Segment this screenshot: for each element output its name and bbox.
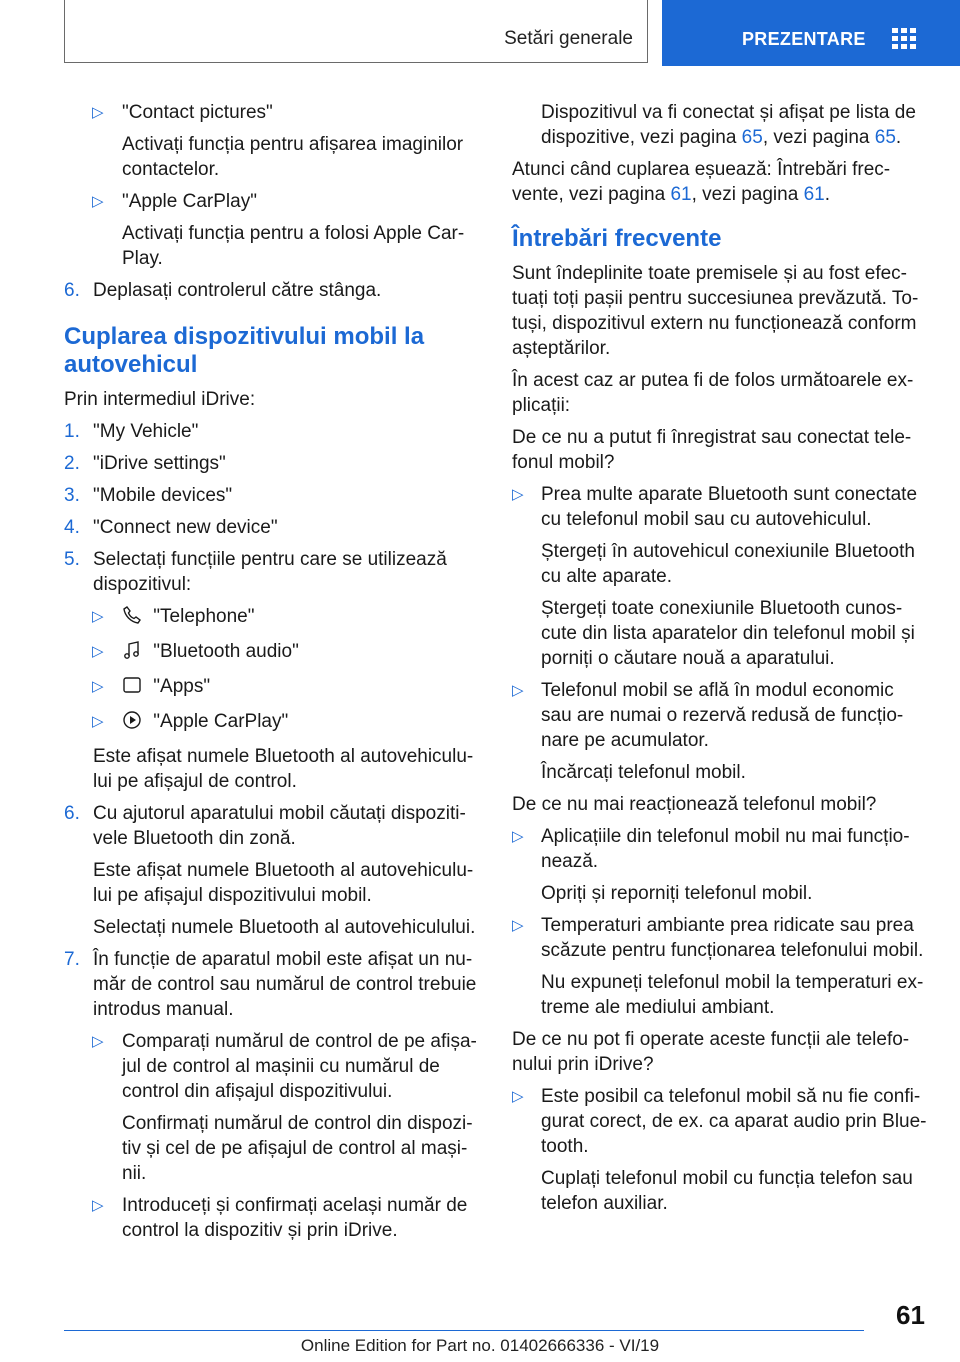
triangle-bullet-icon: ▷ xyxy=(92,1197,104,1214)
text-line: control la dispozitiv și prin iDrive. xyxy=(122,1220,398,1241)
text-fragment: vente, vezi pagina xyxy=(512,184,671,205)
step-3 xyxy=(64,483,482,508)
section-heading-faq: Întrebări frecvente xyxy=(512,225,722,252)
step-1 xyxy=(64,419,482,444)
option-label: "Apps" xyxy=(153,676,211,697)
step-text: introdus manual. xyxy=(93,999,234,1020)
text-line: Atunci când cuplarea eșuează: Întrebări frec- xyxy=(512,159,891,180)
q2-bullet-note xyxy=(512,970,930,1020)
text-line: lui pe afișajul de control. xyxy=(93,771,297,792)
triangle-bullet-icon: ▷ xyxy=(92,713,104,730)
step-number: 7. xyxy=(64,949,80,970)
step-4 xyxy=(64,515,482,540)
text-line: Temperaturi ambiante prea ridicate sau prea xyxy=(541,915,914,936)
left-column xyxy=(64,100,482,1250)
text-line: porniți o căutare nouă a aparatului. xyxy=(541,648,835,669)
step-7-bullet-note xyxy=(64,1111,482,1186)
bullet-note xyxy=(64,132,482,182)
question-1 xyxy=(512,425,930,475)
text-line: nează. xyxy=(541,851,599,872)
question-2: De ce nu mai reacționează telefonul mobil? xyxy=(512,794,877,815)
step-7 xyxy=(64,947,482,1022)
text-line: fonul mobil? xyxy=(512,452,615,473)
text-line: Ștergeți toate conexiunile Bluetooth cunos- xyxy=(541,598,903,619)
phone-icon xyxy=(122,605,148,632)
faq-intro xyxy=(512,261,930,361)
step-number: 5. xyxy=(64,549,80,570)
page-link[interactable]: 61 xyxy=(803,184,825,205)
intro-text: Prin intermediul iDrive: xyxy=(64,389,256,410)
pairing-failed-note xyxy=(512,157,930,207)
text-line: Play. xyxy=(122,248,163,269)
step-text: În funcție de aparatul mobil este afișat un nu- xyxy=(93,949,473,970)
triangle-bullet-icon: ▷ xyxy=(512,486,524,503)
text-line: De ce nu a putut fi înregistrat sau conectat tele- xyxy=(512,427,912,448)
step-number: 1. xyxy=(64,421,80,442)
page-link[interactable]: 61 xyxy=(670,184,692,205)
header-section-title: Setări generale xyxy=(504,28,633,49)
page-number: 61 xyxy=(896,1300,925,1330)
option-label: "Apple CarPlay" xyxy=(153,711,289,732)
text-line: Activați funcția pentru afișarea imaginilor xyxy=(122,134,464,155)
text-line: scăzute pentru funcționarea telefonului mobil. xyxy=(541,940,924,961)
text-line: Telefonul mobil se află în modul economic xyxy=(541,680,894,701)
text-line: În acest caz ar putea fi de folos următoarele ex- xyxy=(512,370,914,391)
text-fragment: . xyxy=(895,127,902,148)
option-apps xyxy=(64,674,482,702)
question-3 xyxy=(512,1027,930,1077)
triangle-bullet-icon: ▷ xyxy=(92,643,104,660)
step-text: "Connect new device" xyxy=(93,517,278,538)
heading-line: Cuplarea dispozitivului mobil la xyxy=(64,323,425,350)
text-line: Dispozitivul va fi conectat și afișat pe lista de xyxy=(541,102,916,123)
grid-menu-icon[interactable] xyxy=(892,28,916,50)
right-column xyxy=(512,100,930,1223)
triangle-bullet-icon: ▷ xyxy=(512,1088,524,1105)
option-bluetooth-audio xyxy=(64,639,482,667)
triangle-bullet-icon: ▷ xyxy=(92,104,104,121)
text-fragment: . xyxy=(824,184,830,205)
text-fragment: dispozitive, vezi pagina xyxy=(541,127,742,148)
step-5 xyxy=(64,547,482,597)
text-line: Prea multe aparate Bluetooth sunt conectate xyxy=(541,484,918,505)
step-number: 6. xyxy=(64,803,80,824)
step-text: dispozitivul: xyxy=(93,574,192,595)
page-header xyxy=(0,0,960,66)
triangle-bullet-icon: ▷ xyxy=(92,678,104,695)
text-line: Nu expuneți telefonul mobil la temperaturi ex- xyxy=(541,972,924,993)
text-line: cute din lista aparatelor din telefonul mobil și xyxy=(541,623,915,644)
bullet-apple-carplay xyxy=(64,189,482,214)
faq-intro-2 xyxy=(512,368,930,418)
text-line: plicații: xyxy=(512,395,571,416)
footer-divider xyxy=(64,1330,864,1331)
text-line: Introduceți și confirmați același număr de xyxy=(122,1195,468,1216)
step-text: Selectați funcțiile pentru care se utilizează xyxy=(93,549,447,570)
text-line: așteptărilor. xyxy=(512,338,611,359)
step-number: 4. xyxy=(64,517,80,538)
text-line: jul de control al mașinii cu numărul de xyxy=(122,1056,440,1077)
text-line: control din afișajul dispozitivului. xyxy=(122,1081,393,1102)
q3-bullet-note xyxy=(512,1166,930,1216)
q1-bullet-note: Încărcați telefonul mobil. xyxy=(541,762,746,783)
step-number: 2. xyxy=(64,453,80,474)
text-line: tuși, dispozitivul extern nu funcționează conform xyxy=(512,313,917,334)
text-line: Cuplați telefonul mobil cu funcția telefon sau xyxy=(541,1168,913,1189)
step-7-bullet-enter xyxy=(64,1193,482,1243)
text-line xyxy=(541,125,930,150)
triangle-bullet-icon: ▷ xyxy=(92,193,104,210)
text-line: sau are numai o rezervă redusă de funcțio- xyxy=(541,705,904,726)
q1-bullet-economy xyxy=(512,678,930,753)
step-text: "iDrive settings" xyxy=(93,453,226,474)
text-fragment: , vezi pagina xyxy=(762,127,875,148)
option-label: "Telephone" xyxy=(153,606,255,627)
bullet-title: "Apple CarPlay" xyxy=(122,191,257,212)
text-line: cu alte aparate. xyxy=(541,566,672,587)
text-line: gurat corect, de ex. ca aparat audio prin Blue- xyxy=(541,1111,927,1132)
q1-bullet-too-many xyxy=(512,482,930,532)
text-line: nare pe acumulator. xyxy=(541,730,709,751)
step-number: 6. xyxy=(64,280,80,301)
text-line: Ștergeți în autovehicul conexiunile Bluetooth xyxy=(541,541,915,562)
page-link[interactable]: 65 xyxy=(874,127,896,148)
step-text: măr de control sau numărul de control trebuie xyxy=(93,974,477,995)
text-line: Comparați numărul de control de pe afișa- xyxy=(122,1031,477,1052)
triangle-bullet-icon: ▷ xyxy=(92,1033,104,1050)
step-6-note: Selectați numele Bluetooth al autovehiculului. xyxy=(93,917,476,938)
q2-bullet-apps xyxy=(512,824,930,874)
option-label: "Bluetooth audio" xyxy=(153,641,299,662)
apps-icon xyxy=(122,675,148,702)
header-tab-label: PREZENTARE xyxy=(742,29,866,49)
step-5-note xyxy=(64,744,482,794)
connected-note xyxy=(512,100,930,150)
step-text: Deplasați controlerul către stânga. xyxy=(93,280,382,301)
q1-bullet-note xyxy=(512,596,930,671)
text-line: cu telefonul mobil sau cu autovehiculul. xyxy=(541,509,872,530)
option-apple-carplay xyxy=(64,709,482,737)
footer-edition: Online Edition for Part no. 01402666336 - VI/19 xyxy=(300,1336,660,1355)
text-line: Este afișat numele Bluetooth al autovehiculu- xyxy=(93,746,474,767)
step-6-note xyxy=(64,858,482,908)
q2-bullet-note: Opriți și reporniți telefonul mobil. xyxy=(541,883,813,904)
q3-bullet-config xyxy=(512,1084,930,1159)
text-line: nului prin iDrive? xyxy=(512,1054,654,1075)
page-link[interactable]: 65 xyxy=(741,127,763,148)
text-line: Este posibil ca telefonul mobil să nu fie confi- xyxy=(541,1086,921,1107)
text-fragment: , vezi pagina xyxy=(691,184,804,205)
text-line: Sunt îndeplinite toate premisele și au fost efec- xyxy=(512,263,908,284)
q1-bullet-note xyxy=(512,539,930,589)
q2-bullet-temperature xyxy=(512,913,930,963)
text-line: Aplicațiile din telefonul mobil nu mai funcțio- xyxy=(541,826,910,847)
section-heading-pairing xyxy=(64,323,482,379)
step-2 xyxy=(64,451,482,476)
text-line: telefon auxiliar. xyxy=(541,1193,668,1214)
text-line: nii. xyxy=(122,1163,147,1184)
text-line: Este afișat numele Bluetooth al autovehiculu- xyxy=(93,860,474,881)
step-text: Cu ajutorul aparatului mobil căutați dispoziti- xyxy=(93,803,466,824)
step-number: 3. xyxy=(64,485,80,506)
music-note-icon xyxy=(122,640,148,667)
heading-line: autovehicul xyxy=(64,351,198,378)
step-6-move-left xyxy=(64,278,482,303)
triangle-bullet-icon: ▷ xyxy=(92,608,104,625)
bullet-note xyxy=(64,221,482,271)
bullet-contact-pictures xyxy=(64,100,482,125)
text-line: Activați funcția pentru a folosi Apple Car- xyxy=(122,223,465,244)
carplay-icon xyxy=(122,710,148,737)
header-tab-prezentare[interactable] xyxy=(662,0,960,66)
text-line: tooth. xyxy=(541,1136,589,1157)
text-line: Confirmați numărul de control din dispozi- xyxy=(122,1113,473,1134)
text-line: contactelor. xyxy=(122,159,220,180)
step-text: vele Bluetooth din zonă. xyxy=(93,828,296,849)
text-line xyxy=(512,182,930,207)
step-7-bullet-compare xyxy=(64,1029,482,1104)
step-text: "Mobile devices" xyxy=(93,485,233,506)
text-line: tuați toți pașii pentru succesiunea prevăzută. To- xyxy=(512,288,919,309)
text-line: De ce nu pot fi operate aceste funcții ale telefo- xyxy=(512,1029,910,1050)
text-line: lui pe afișajul dispozitivului mobil. xyxy=(93,885,372,906)
text-line: tiv și cel de pe afișajul de control al mași- xyxy=(122,1138,468,1159)
triangle-bullet-icon: ▷ xyxy=(512,917,524,934)
triangle-bullet-icon: ▷ xyxy=(512,828,524,845)
option-telephone xyxy=(64,604,482,632)
step-6 xyxy=(64,801,482,851)
text-line: treme ale mediului ambiant. xyxy=(541,997,775,1018)
bullet-title: "Contact pictures" xyxy=(122,102,273,123)
step-text: "My Vehicle" xyxy=(93,421,199,442)
triangle-bullet-icon: ▷ xyxy=(512,682,524,699)
header-section-box xyxy=(64,0,648,63)
